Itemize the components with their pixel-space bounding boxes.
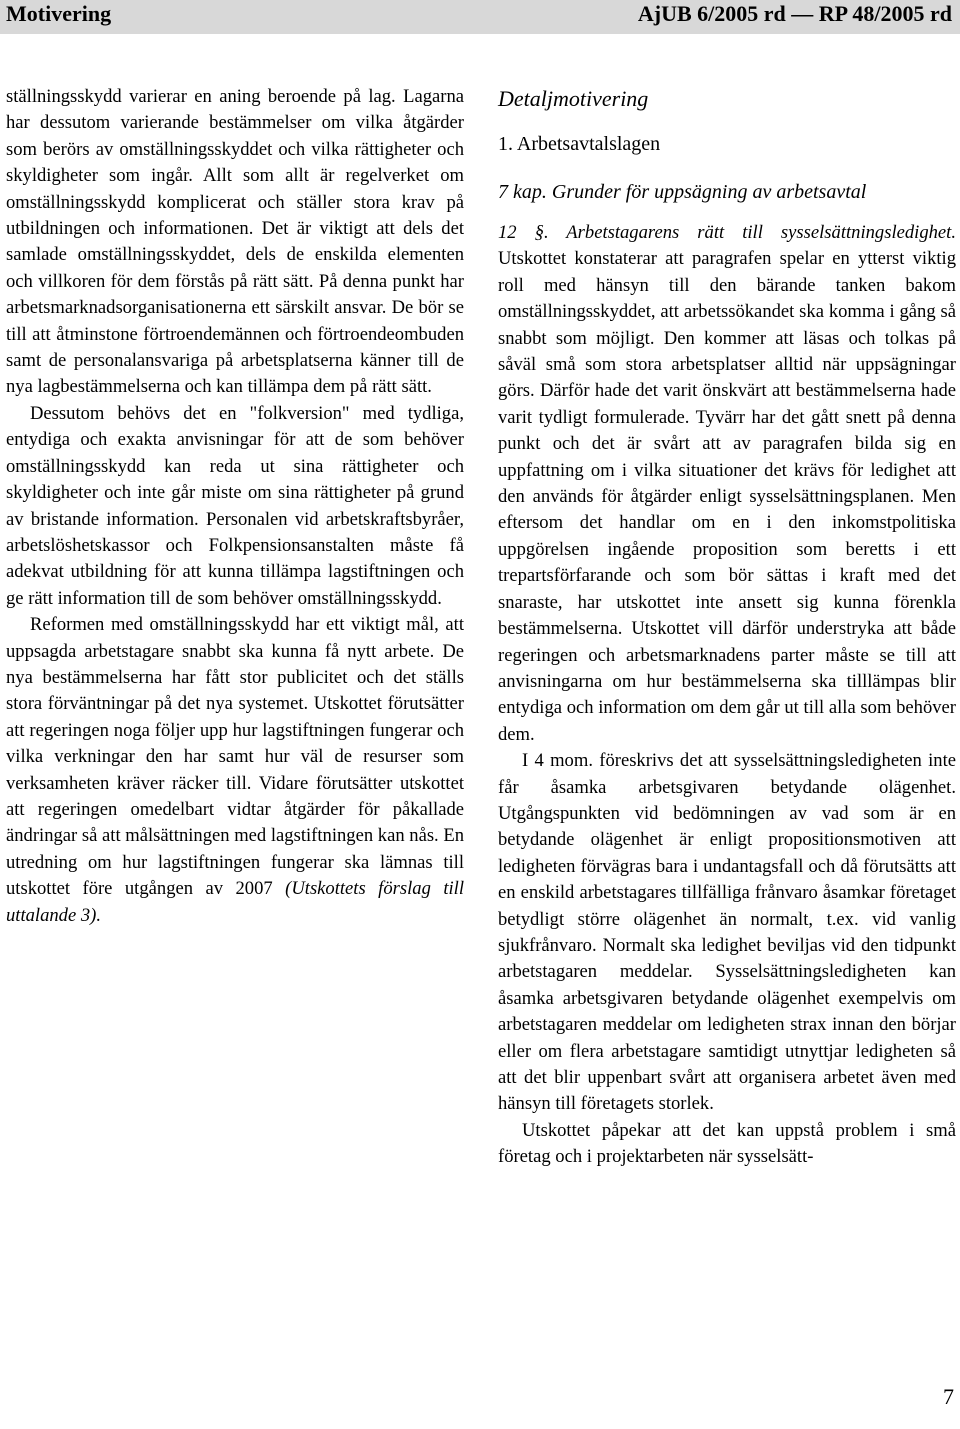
right-column — [498, 84, 956, 1171]
chapter-title: 7 kap. Grunder för uppsägning av arbetsavtal — [498, 181, 867, 203]
header-reference: AjUB 6/2005 rd — RP 48/2005 rd — [637, 1, 952, 26]
left-column — [6, 84, 464, 929]
paragraph-3-text: Reformen med omställningsskydd har ett viktigt mål, att uppsagda arbetstagare snabbt ska kunna få nytt arbete. De nya bestämmelserna har fått stor publicitet och det ställs stora förväntningar på det nya systemet. Utskottet förutsätter att regeringen noga följer upp hur lagstiftningen fungerar och vilka verkningar den har samt hur väl de resurser som verksamheten kräver räcker till. Vidare förutsätter utskottet att regeringen omedelbart vidtar åtgärder för påkallade ändringar så att målsättningen med lagstiftningen kan nås. En utredning om hur lagstiftningen fungerar ska lämnas till utskottet före utgången av 2007 — [6, 614, 465, 900]
law-title: 1. Arbetsavtalslagen — [498, 133, 661, 155]
section-paragraph — [498, 220, 956, 748]
section-text: Utskottet konstaterar att paragrafen spelar en ytterst viktig roll med hänsyn till den bärande tanken bakom omställningsskyddet, att arbetssökandet ska komma i gång så snabbt som möjligt. Den kommer att läsas och tolkas på såväl små som stora arbetsplatser alltid när uppsägningar görs. Därför hade det varit önskvärt att bestämmelserna hade varit tydligt formulerade. Tyvärr har det gått snett på denna punkt och det är svårt att av paragrafen bilda sig en uppfattning om i vilka situationer det krävs för ledighet att den används för åtgärder enligt sysselsättningsplanen. Men eftersom det handlar om en i den inkomstpolitiska uppgörelsen ingående proposition som beretts i ett trepartsförfarande och som bör sättas i kraft med det snaraste, har utskottet inte ansett sig kunna förenkla bestämmelserna. Utskottet vill därför understryka att både regeringen och arbetsmarknadens parter måste se till att anvisningarna om hur bestämmelserna ska tilllämpas blir entydiga och information om dem går ut till alla som behöver dem. — [498, 248, 956, 745]
header-section: Motivering — [6, 1, 112, 26]
page-header — [0, 0, 960, 34]
section-title: 12 §. Arbetstagarens rätt till sysselsättningsledighet. — [498, 222, 956, 243]
paragraph-1: ställningsskydd varierar en aning beroende på lag. Lagarna har dessutom varierande bestämmelser om vilka åtgärder som berörs av omställningsskyddet och vilka rättigheter och skyldigheter som ingår. Allt som allt är regelverket om omställningsskydd komplicerat och ställer stora krav på utbildningen och informationen. Det är viktigt att dels det samlade omställningsskyddet, dels de enskilda elementen och villkoren för dem förstås på rätt sätt. På denna punkt har arbetsmarknadsorganisationerna ett särskilt ansvar. De bör se till att åtminstone förtroendemännen och förtroendeombuden samt de personalansvariga på arbetsplatserna känner till de nya lagbestämmelserna och kan tillämpa dem på rätt sätt. — [6, 86, 464, 398]
paragraph-mom4: I 4 mom. föreskrivs det att sysselsättningsledigheten inte får åsamka arbetsgivaren betydande olägenhet. Utgångspunkten vid bedömningen av vad som är en betydande olägenhet är enligt propositionsmotiven att ledigheten förvägras bara i undantagsfall och då förutsätts att en enskild arbetstagares tillfälliga frånvaro åsamkar företaget betydligt större olägenhet än normalt, t.ex. vid vanlig sjukfrånvaro. Normalt ska ledighet beviljas vid den tidpunkt arbetstagaren meddelar. Sysselsättningsledigheten kan åsamka arbetsgivaren betydande olägenhet exempelvis om arbetstagaren meddelar om ledigheten strax innan den börjar eller om flera arbetstagare samtidigt utnyttjar ledigheten så att det blir uppenbart svårt att organisera arbetet även med hänsyn till företagets storlek. — [498, 750, 956, 1115]
section-heading: Detaljmotivering — [498, 86, 649, 111]
paragraph-2: Dessutom behövs det en "folkversion" med tydliga, entydiga och exakta anvisningar för att de som behöver omställningsskydd kan reda ut sina rättigheter och skyldigheter och inte går miste om sina rättigheter på grund av bristande information. Personalen vid arbetskraftsbyråer, arbetslöshetskassor och Folkpensionsanstalten måste få adekvat utbildning för att kunna tillämpa lagstiftningen och ge rätt information till de som behöver omställningsskydd. — [6, 402, 464, 609]
committee-proposal-reference: (Utskottets förslag till uttalande 3). — [6, 878, 464, 926]
page-number: 7 — [943, 1384, 954, 1409]
paragraph-small-companies: Utskottet påpekar att det kan uppstå problem i små företag och i projektarbeten när sysselsätt- — [498, 1119, 956, 1168]
paragraph-3 — [6, 612, 464, 929]
